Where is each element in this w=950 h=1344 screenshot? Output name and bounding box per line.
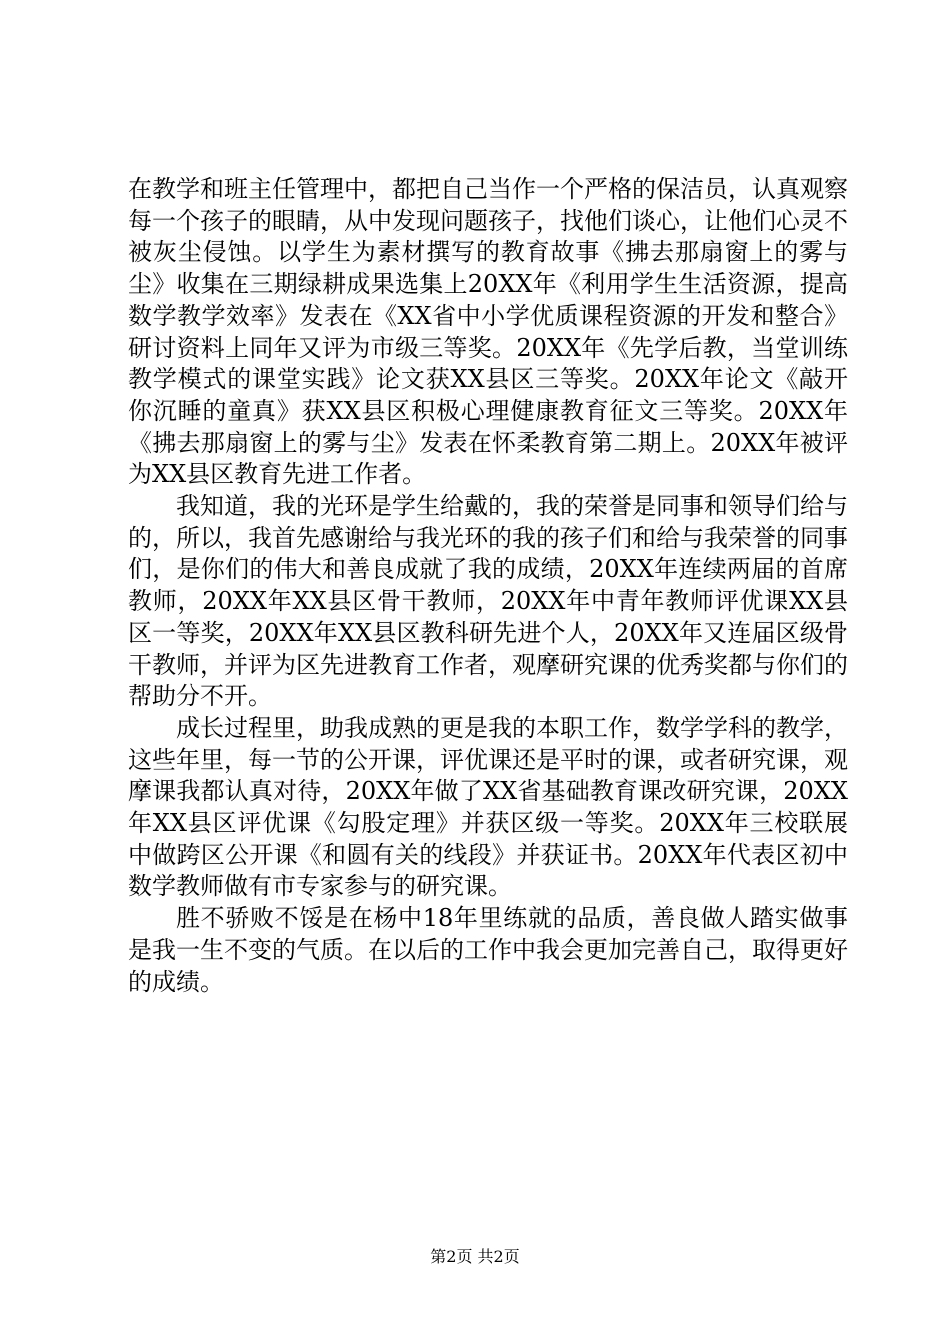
paragraph-growth: 成长过程里，助我成熟的更是我的本职工作，数学学科的教学，这些年里，每一节的公开课，评优课还是平时的课，或者研究课，观摩课我都认真对待，20XX年做了XX省基础教育课改研究课，20XX年XX县区评优课《勾股定理》并获区级一等奖。20XX年三校联展中做跨区公开课《和圆有关的线段》并获证书。20XX年代表区初中数学教师做有市专家参与的研究课。 (128, 713, 848, 901)
page-footer: 第2页 共2页 (430, 1247, 520, 1266)
document-body (128, 174, 848, 998)
paragraph-conclusion: 胜不骄败不馁是在杨中18年里练就的品质，善良做人踏实做事是我一生不变的气质。在以后的工作中我会更加完善自己，取得更好的成绩。 (128, 904, 848, 996)
paragraph-achievements: 在教学和班主任管理中，都把自己当作一个严格的保洁员，认真观察每一个孩子的眼睛，从中发现问题孩子，找他们谈心，让他们心灵不被灰尘侵蚀。以学生为素材撰写的教育故事《拂去那扇窗上的雾与尘》收集在三期绿耕成果选集上20XX年《利用学生生活资源，提高数学教学效率》发表在《XX省中小学优质课程资源的开发和整合》研讨资料上同年又评为市级三等奖。20XX年《先学后教，当堂训练教学模式的课堂实践》论文获XX县区三等奖。20XX年论文《敲开你沉睡的童真》获XX县区积极心理健康教育征文三等奖。20XX年《拂去那扇窗上的雾与尘》发表在怀柔教育第二期上。20XX年被评为XX县区教育先进工作者。 (128, 175, 848, 489)
paragraph-gratitude: 我知道，我的光环是学生给戴的，我的荣誉是同事和领导们给与的，所以，我首先感谢给与我光环的我的孩子们和给与我荣誉的同事们，是你们的伟大和善良成就了我的成绩，20XX年连续两届的首席教师，20XX年XX县区骨干教师，20XX年中青年教师评优课XX县区一等奖，20XX年XX县区教科研先进个人，20XX年又连届区级骨干教师，并评为区先进教育工作者，观摩研究课的优秀奖都与你们的帮助分不开。 (128, 492, 848, 711)
